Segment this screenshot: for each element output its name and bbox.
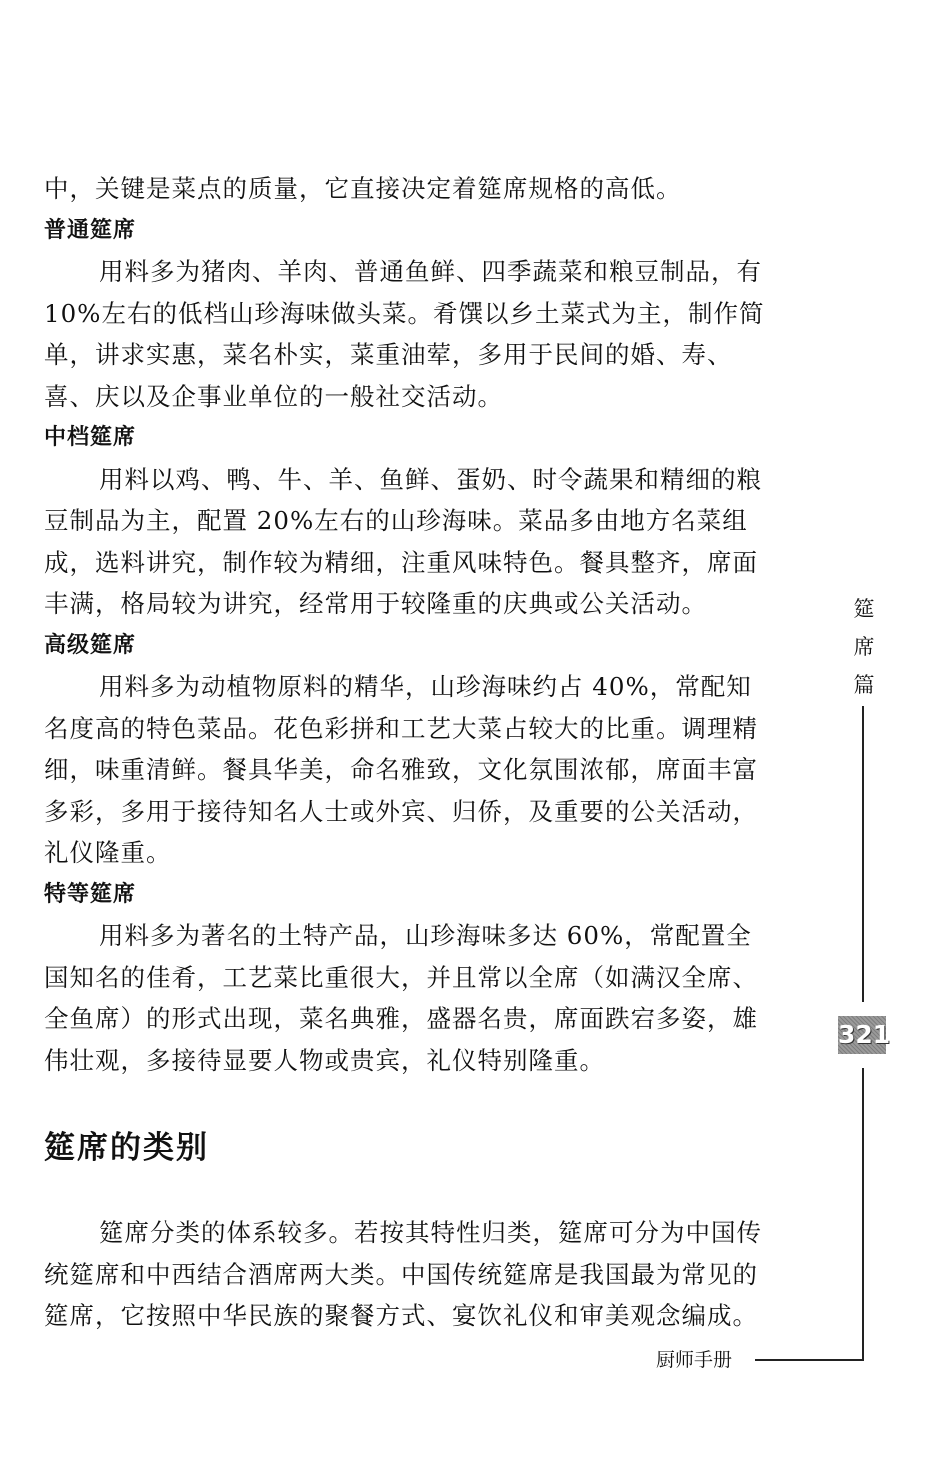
text-line: 伟壮观，多接待显要人物或贵宾，礼仪特别隆重。 [44, 1045, 605, 1075]
footer-rule [755, 1359, 864, 1361]
text-line: 细，味重清鲜。餐具华美，命名雅致，文化氛围浓郁，席面丰富 [44, 755, 758, 784]
footer-book-title: 厨师手册 [656, 1349, 733, 1371]
text-line: 喜、庆以及企事业单位的一般社交活动。 [44, 381, 503, 411]
text-line: 全鱼席）的形式出现，菜名典雅，盛器名贵，席面跌宕多姿，雄 [44, 1004, 758, 1033]
side-rule-lower [862, 1068, 864, 1360]
chapter-char: 席 [853, 635, 875, 659]
text-line: 筵席分类的体系较多。若按其特性归类，筵席可分为中国传 [99, 1218, 762, 1247]
side-rule-upper [862, 706, 864, 1002]
text-line: 用料多为猪肉、羊肉、普通鱼鲜、四季蔬菜和粮豆制品，有 [99, 257, 762, 286]
chapter-char: 筵 [853, 597, 875, 621]
text-line: 用料多为动植物原料的精华，山珍海味约占 40%，常配知 [99, 672, 752, 701]
text-line: 10%左右的低档山珍海味做头菜。肴馔以乡土菜式为主，制作简 [44, 298, 765, 328]
text-line: 国知名的佳肴，工艺菜比重很大，并且常以全席（如满汉全席、 [44, 962, 758, 992]
text-line: 用料以鸡、鸭、牛、羊、鱼鲜、蛋奶、时令蔬果和精细的粮 [99, 464, 762, 494]
subsection-heading: 中档筵席 [44, 425, 137, 450]
body-text [44, 168, 830, 1081]
page-number: 321 [838, 1016, 886, 1054]
chapter-char: 篇 [853, 673, 875, 697]
text-line: 成，选料讲究，制作较为精细，注重风味特色。餐具整齐，席面 [44, 547, 758, 577]
text-line: 筵席，它按照中华民族的聚餐方式、宴饮礼仪和审美观念编成。 [44, 1301, 758, 1330]
text-line: 单，讲求实惠，菜名朴实，菜重油荤，多用于民间的婚、寿、 [44, 340, 733, 369]
chapter-side-label [848, 590, 880, 704]
text-line: 礼仪隆重。 [44, 838, 172, 867]
text-line: 名度高的特色菜品。花色彩拼和工艺大菜占较大的比重。调理精 [44, 713, 758, 743]
text-line: 豆制品为主，配置 20%左右的山珍海味。菜品多由地方名菜组 [44, 506, 748, 535]
text-line: 多彩，多用于接待知名人士或外宾、归侨，及重要的公关活动， [44, 796, 758, 826]
subsection-heading: 高级筵席 [44, 632, 137, 658]
text-line: 统筵席和中西结合酒席两大类。中国传统筵席是我国最为常见的 [44, 1259, 758, 1289]
text-line: 用料多为著名的土特产品，山珍海味多达 60%，常配置全 [99, 921, 752, 950]
text-line: 丰满，格局较为讲究，经常用于较隆重的庆典或公关活动。 [44, 589, 707, 618]
subsection-heading: 特等筵席 [44, 881, 137, 907]
subsection-heading: 普通筵席 [44, 217, 137, 243]
text-line: 中，关键是菜点的质量，它直接决定着筵席规格的高低。 [44, 174, 682, 203]
section-title: 筵席的类别 [44, 1130, 209, 1166]
section-body-text [44, 1212, 830, 1337]
